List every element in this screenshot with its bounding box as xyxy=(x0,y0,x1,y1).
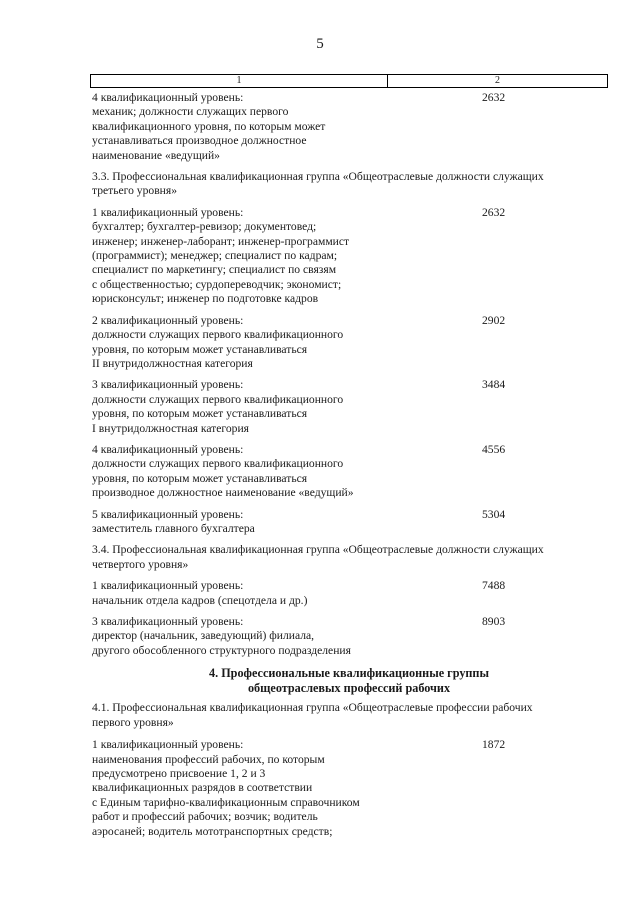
qualification-text-line: инженер; инженер-лаборант; инженер-программист xyxy=(92,234,350,248)
group-heading-line: первого уровня» xyxy=(92,715,174,729)
qualification-text-line: устанавливаться производное должностное xyxy=(92,134,307,148)
table-row xyxy=(90,206,608,307)
salary-value-cell: 8903 xyxy=(482,615,506,628)
qualification-text-line: наименование «ведущий» xyxy=(92,148,220,162)
table-row xyxy=(90,615,608,658)
group-heading-line: 4.1. Профессиональная квалификационная группа «Общеотраслевые профессии рабочих xyxy=(92,701,533,715)
salary-value-cell: 4556 xyxy=(482,442,506,456)
salary-value-cell: 5304 xyxy=(482,507,506,521)
qualification-text-line: с общественностью; сурдопереводчик; экономист; xyxy=(92,277,342,291)
qualification-level-cell xyxy=(90,314,386,372)
qualification-text-line: специалист по маркетингу; специалист по связям xyxy=(92,263,337,277)
qualification-text-line: II внутридолжностная категория xyxy=(92,356,253,370)
qualification-text-line: 3 квалификационный уровень: xyxy=(92,615,244,628)
qualification-text-line: уровня, по которым может устанавливаться xyxy=(92,407,308,421)
column-header-1: 1 xyxy=(91,75,388,87)
qualification-text-line: 5 квалификационный уровень: xyxy=(92,507,244,521)
qualification-text-line: директор (начальник, заведующий) филиала, xyxy=(92,629,315,643)
qualification-text-line: 4 квалификационный уровень: xyxy=(92,442,244,456)
qualification-text-line: (программист); менеджер; специалист по кадрам; xyxy=(92,249,338,263)
qualification-text-line: I внутридолжностная категория xyxy=(92,421,249,435)
qualification-text-line: работ и профессий рабочих; возчик; водитель xyxy=(92,810,318,824)
qualification-level-cell xyxy=(90,91,386,163)
qualification-text-line: заместитель главного бухгалтера xyxy=(92,521,255,535)
section-heading xyxy=(90,666,608,695)
qualification-text-line: наименования профессий рабочих, по которым xyxy=(92,752,325,766)
table-row xyxy=(90,508,608,537)
qualification-text-line: механик; должности служащих первого xyxy=(92,105,289,119)
qualification-text-line: квалификационных разрядов в соответствии xyxy=(92,781,313,795)
qualification-group-heading xyxy=(90,543,608,572)
page-number: 5 xyxy=(316,36,324,52)
qualification-group-heading xyxy=(90,170,608,199)
qualification-text-line: должности служащих первого квалификационного xyxy=(92,457,344,471)
qualification-text-line: квалификационного уровня, по которым может xyxy=(92,119,326,133)
qualification-level-cell xyxy=(90,443,386,501)
salary-table xyxy=(90,74,608,839)
group-heading-line: 3.3. Профессиональная квалификационная группа «Общеотраслевые должности служащих xyxy=(92,170,544,184)
qualification-text-line: с Единым тарифно-квалификационным справочником xyxy=(92,795,360,809)
group-heading-line: четвертого уровня» xyxy=(92,557,189,571)
salary-value-cell: 3484 xyxy=(482,378,506,392)
column-header-2: 2 xyxy=(495,75,500,86)
qualification-level-cell xyxy=(90,738,386,839)
qualification-level-cell xyxy=(90,378,386,436)
salary-value-cell: 7488 xyxy=(482,579,506,593)
qualification-text-line: 4 квалификационный уровень: xyxy=(92,91,244,104)
group-heading-line: третьего уровня» xyxy=(92,184,178,198)
qualification-text-line: уровня, по которым может устанавливаться xyxy=(92,471,308,485)
group-heading-line: 3.4. Профессиональная квалификационная группа «Общеотраслевые должности служащих xyxy=(92,543,544,557)
table-row xyxy=(90,443,608,501)
salary-value-cell: 2632 xyxy=(482,205,506,219)
salary-value-cell: 2902 xyxy=(482,313,506,327)
table-row xyxy=(90,378,608,436)
qualification-text-line: уровня, по которым может устанавливаться xyxy=(92,342,308,356)
qualification-level-cell xyxy=(90,508,386,537)
qualification-text-line: должности служащих первого квалификационного xyxy=(92,328,344,342)
qualification-text-line: предусмотрено присвоение 1, 2 и 3 xyxy=(92,767,266,781)
table-row xyxy=(90,314,608,372)
qualification-text-line: производное должностное наименование «ведущий» xyxy=(92,486,354,500)
table-body xyxy=(90,91,608,839)
qualification-text-line: начальник отдела кадров (спецотдела и др.) xyxy=(92,593,308,607)
table-header-row xyxy=(90,74,608,88)
qualification-text-line: должности служащих первого квалификационного xyxy=(92,392,344,406)
table-row xyxy=(90,738,608,839)
qualification-level-cell xyxy=(90,206,386,307)
qualification-text-line: 2 квалификационный уровень: xyxy=(92,313,244,327)
qualification-level-cell xyxy=(90,579,386,608)
qualification-text-line: 3 квалификационный уровень: xyxy=(92,378,244,392)
qualification-text-line: 1 квалификационный уровень: xyxy=(92,205,244,219)
qualification-text-line: 1 квалификационный уровень: xyxy=(92,579,244,593)
section-heading-line: общеотраслевых профессий рабочих xyxy=(247,680,451,695)
salary-value-cell: 2632 xyxy=(482,91,506,104)
qualification-text-line: другого обособленного структурного подразделения xyxy=(92,643,351,657)
qualification-text-line: 1 квалификационный уровень: xyxy=(92,738,244,752)
section-heading-line: 4. Профессиональные квалификационные группы xyxy=(209,666,489,681)
qualification-text-line: бухгалтер; бухгалтер-ревизор; документовед; xyxy=(92,220,317,234)
table-row xyxy=(90,91,608,163)
qualification-level-cell xyxy=(90,615,386,658)
qualification-text-line: аэросаней; водитель мототранспортных средств; xyxy=(92,824,333,838)
salary-value-cell: 1872 xyxy=(482,738,506,752)
qualification-text-line: юрисконсульт; инженер по подготовке кадров xyxy=(92,292,319,306)
qualification-group-heading xyxy=(90,701,608,730)
table-row xyxy=(90,579,608,608)
